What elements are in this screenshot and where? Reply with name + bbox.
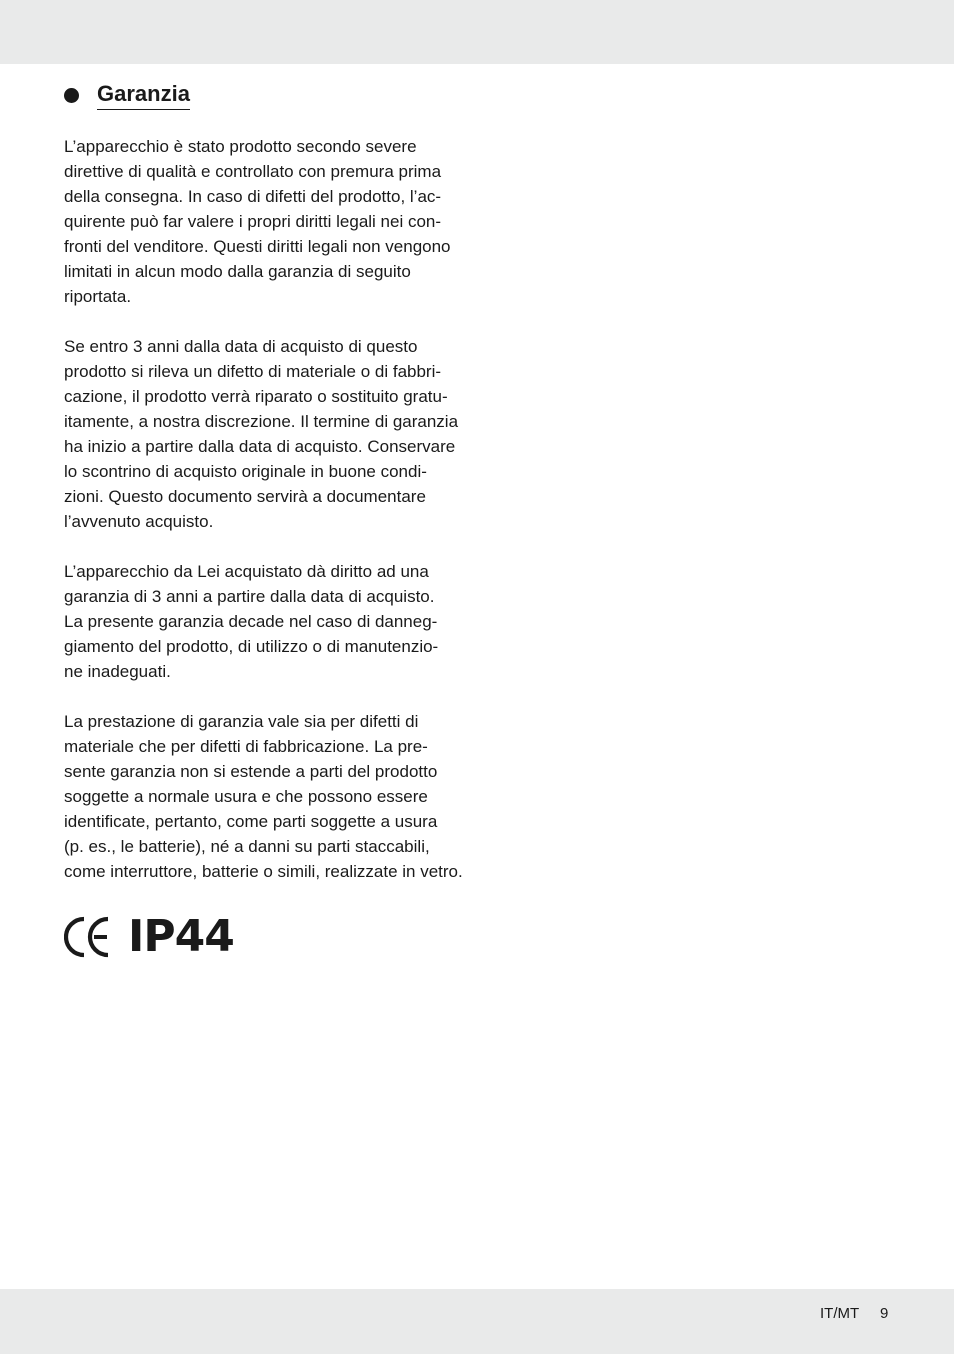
section-heading <box>64 80 190 110</box>
header-band <box>0 0 954 64</box>
ip-rating: IP44 <box>128 911 234 962</box>
paragraph: L’apparecchio da Lei acquistato dà diritto ad una garanzia di 3 anni a partire dalla data di acquisto. La presente garanzia decade nel caso di danneg- giamento del prodotto, di utilizzo o di manutenzio- ne inadeguati. <box>64 562 439 681</box>
section-title: Garanzia <box>97 80 190 110</box>
paragraph: Se entro 3 anni dalla data di acquisto di questo prodotto si rileva un difetto di materiale o di fabbri- cazione, il prodotto verrà riparato o sostituito gratu- itamente, a nostra discrezione. Il termine di garanzia ha inizio a partire dalla data di acquisto. Conservare lo scontrino di acquisto originale in buone condi- zioni. Questo documento servirà a documentare l’avvenuto acquisto. <box>64 337 459 531</box>
certification-marks <box>64 912 234 962</box>
ce-mark-icon <box>64 914 110 960</box>
footer-band <box>0 1289 954 1354</box>
paragraph: L’apparecchio è stato prodotto secondo severe direttive di qualità e controllato con premura prima della consegna. In caso di difetti del prodotto, l’ac- quirente può far valere i propri diritti legali nei con- fronti del venditore. Questi diritti legali non vengono limitati in alcun modo dalla garanzia di seguito riportata. <box>64 137 451 306</box>
paragraph: La prestazione di garanzia vale sia per difetti di materiale che per difetti di fabbricazione. La pre- sente garanzia non si estende a parti del prodotto soggette a normale usura e che possono essere identificate, pertanto, come parti soggette a usura (p. es., le batterie), né a danni su parti staccabili, come interruttore, batterie o simili, realizzate in vetro. <box>64 712 463 881</box>
page-number: 9 <box>880 1305 889 1322</box>
language-code: IT/MT <box>820 1305 860 1322</box>
warranty-text <box>64 134 468 909</box>
bullet-icon <box>64 88 79 103</box>
